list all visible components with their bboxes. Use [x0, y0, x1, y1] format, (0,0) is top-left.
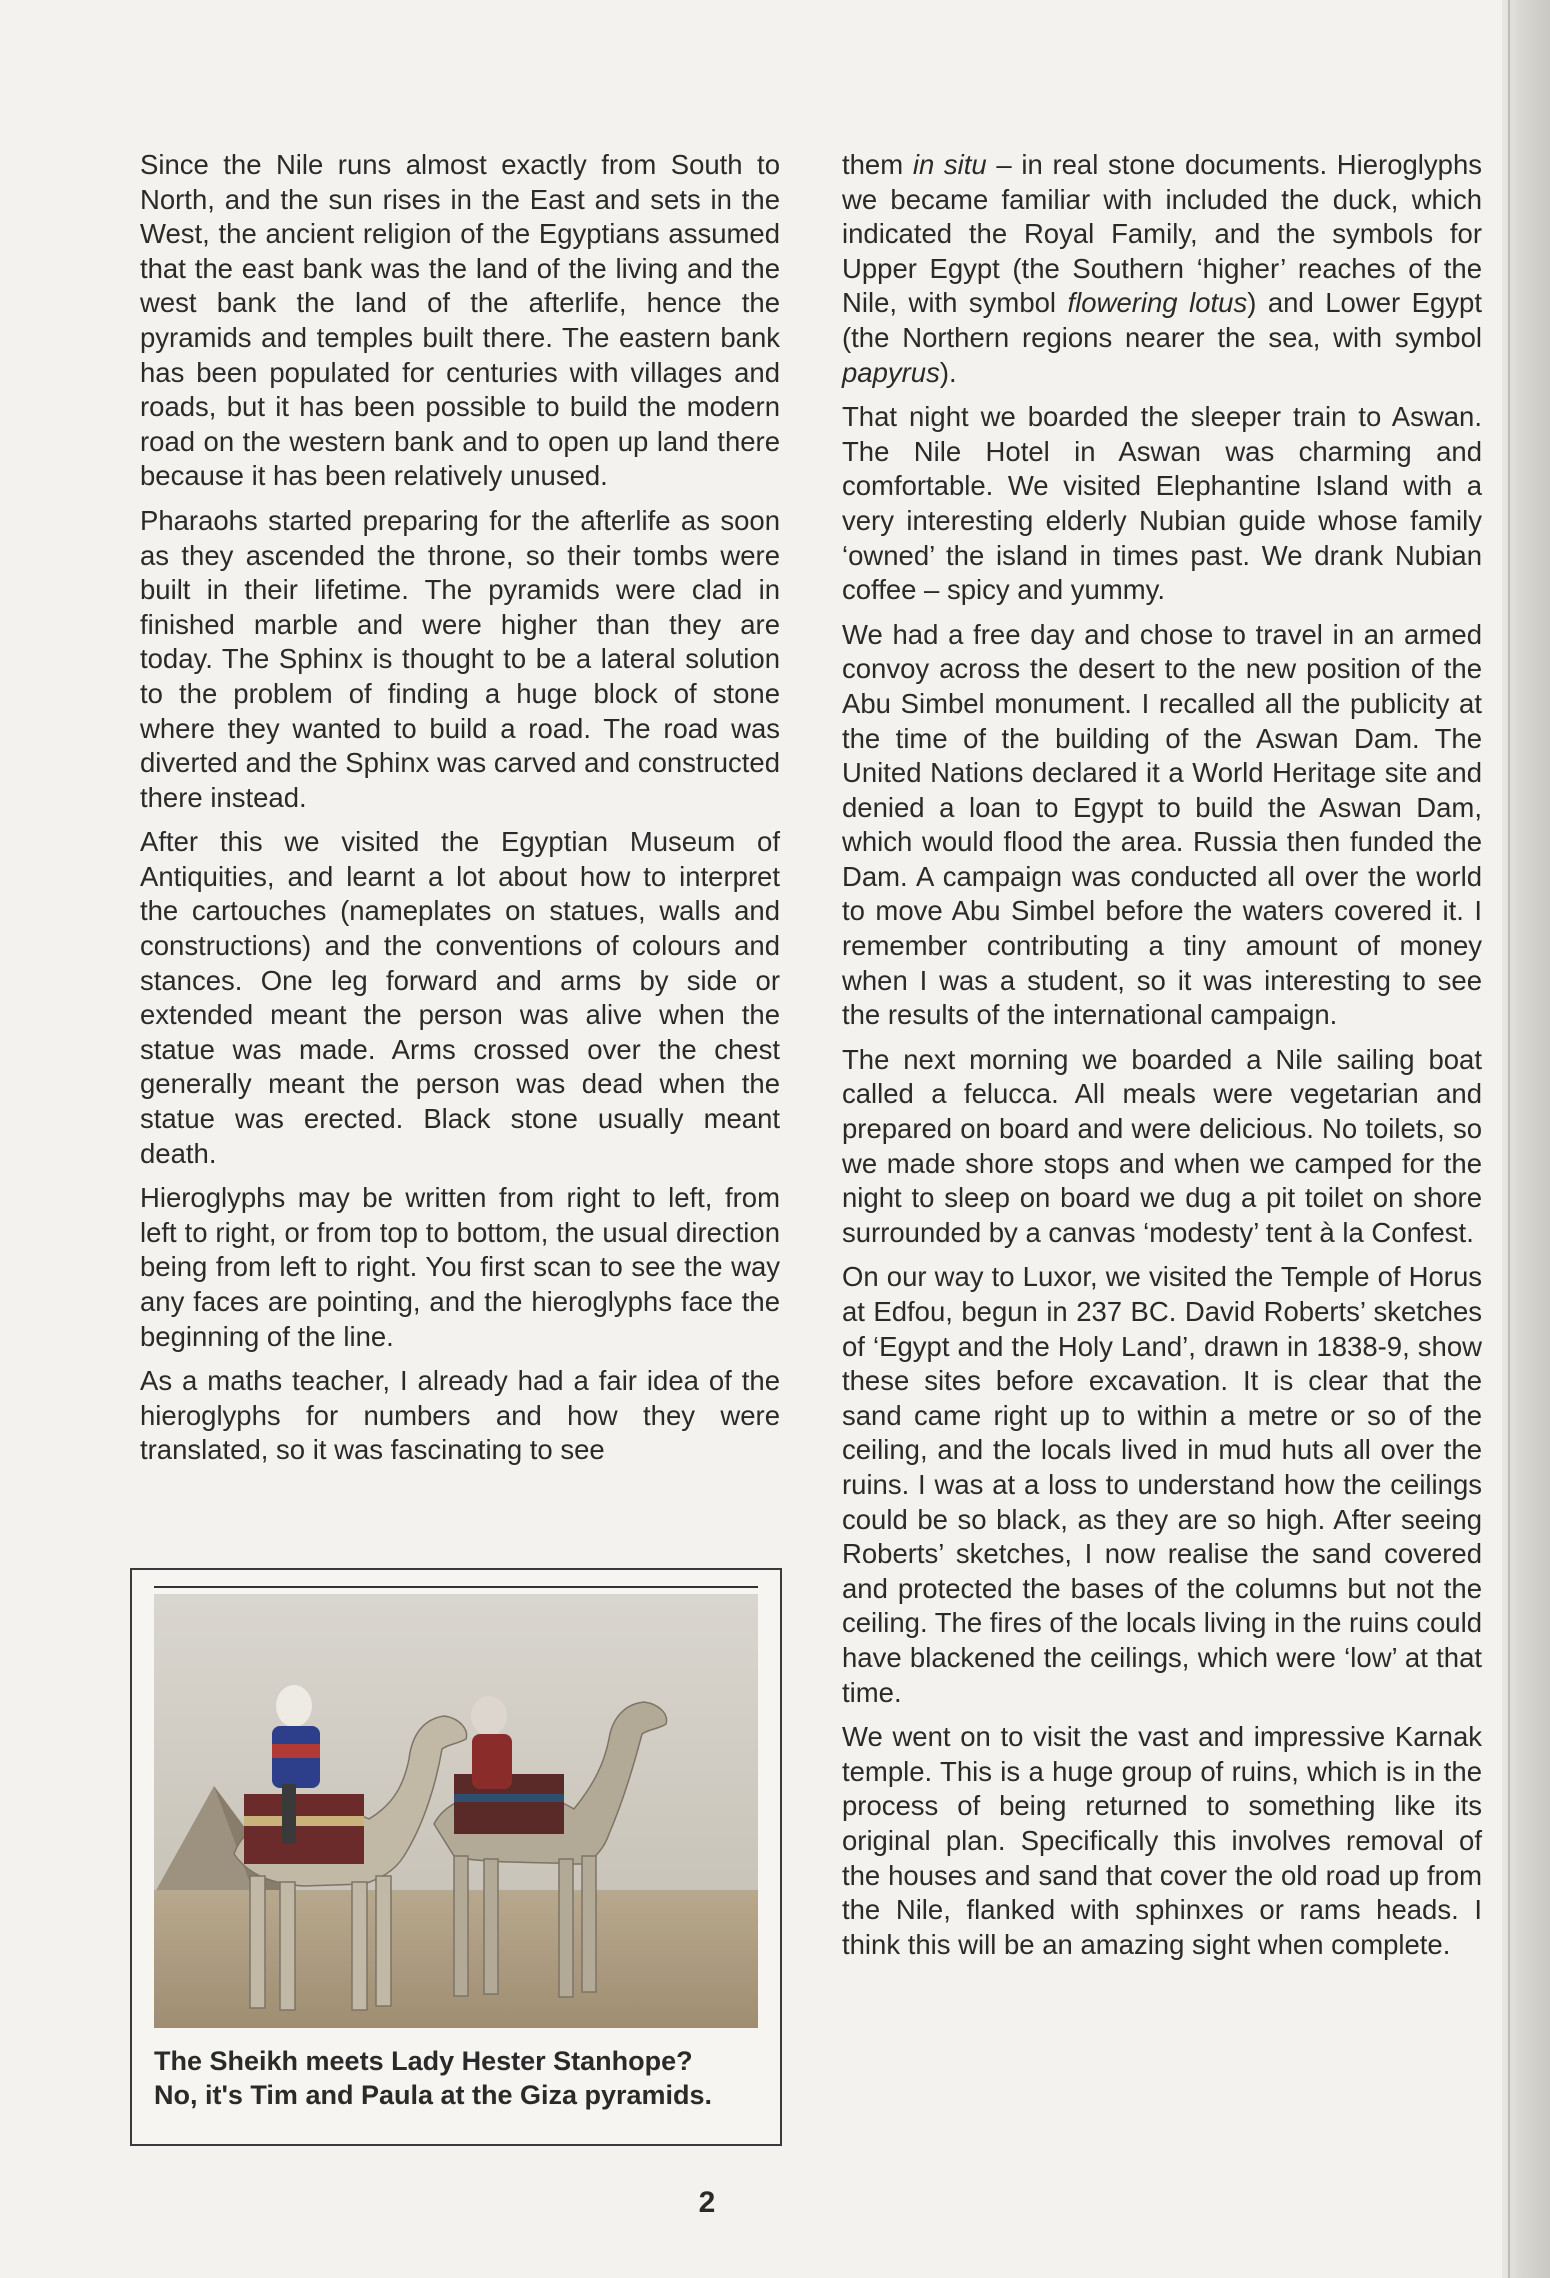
text-run: them — [842, 149, 913, 180]
paragraph: As a maths teacher, I already had a fair idea of the hieroglyphs for numbers and how they were translated, so it was fascinating to see — [140, 1365, 780, 1466]
right-column — [842, 148, 1482, 1972]
paragraph: We went on to visit the vast and impressive Karnak temple. This is a huge group of ruins, which is in the process of being returned to something like its original plan. Specifically this involves removal of the houses and sand that cover the old road up from the Nile, flanked with sphinxes or rams heads. I think this will be an amazing sight when complete. — [842, 1721, 1482, 1960]
camel-photo — [154, 1594, 758, 2028]
text-run: ) and Lower Egypt (the Northern regions nearer the sea, with symbol — [842, 287, 1482, 353]
italic-text: in situ — [912, 149, 987, 180]
photo-caption — [154, 2044, 764, 2112]
paragraph: That night we boarded the sleeper train to Aswan. The Nile Hotel in Aswan was charming and comfortable. We visited Elephantine Island with a very interesting elderly Nubian guide whose family ‘owned’ the island in times past. We drank Nubian coffee – spicy and yummy. — [842, 401, 1482, 606]
page-edge-line — [1508, 0, 1510, 2278]
paragraph: Since the Nile runs almost exactly from South to North, and the sun rises in the East and sets in the West, the ancient religion of the Egyptians assumed that the east bank was the land of the living and the west bank the land of the afterlife, hence the pyramids and temples built there. The eastern bank has been populated for centuries with villages and roads, but it has been possible to build the modern road on the western bank and to open up land there because it has been relatively unused. — [140, 149, 780, 492]
paragraph: On our way to Luxor, we visited the Temple of Horus at Edfou, begun in 237 BC. David Roberts’ sketches of ‘Egypt and the Holy Land’, drawn in 1838-9, show these sites before excavation. It is clear that the sand came right up to within a metre or so of the ceiling, and the locals lived in mud huts all over the ruins. I was at a loss to understand how the ceilings could be so black, as they are so high. After seeing Roberts’ sketches, I now realise the sand covered and protected the bases of the columns but not the ceiling. The fires of the locals living in the ruins could have blackened the ceilings, which were ‘low’ at that time. — [842, 1261, 1482, 1708]
photo-rule — [154, 1586, 758, 1588]
paragraph: After this we visited the Egyptian Museum of Antiquities, and learnt a lot about how to interpret the cartouches (nameplates on statues, walls and constructions) and the conventions of colours and stances. One leg forward and arms by side or extended meant the person was alive when the statue was made. Arms crossed over the chest generally meant the person was dead when the statue was erected. Black stone usually meant death. — [140, 826, 780, 1169]
camel-photo-illustration — [154, 1594, 758, 2028]
italic-text: flowering lotus — [1067, 287, 1248, 319]
italic-text: papyrus — [842, 356, 940, 388]
paragraph: The next morning we boarded a Nile sailing boat called a felucca. All meals were vegetarian and prepared on board and were delicious. No toilets, so we made shore stops and when we camped for the night to sleep on board we dug a pit toilet on shore surrounded by a canvas ‘modesty’ tent à la Confest. — [842, 1043, 1482, 1248]
photo-frame — [130, 1568, 782, 2146]
caption-line-2: No, it's Tim and Paula at the Giza pyramids. — [154, 2080, 713, 2110]
caption-line-1: The Sheikh meets Lady Hester Stanhope? — [154, 2046, 693, 2076]
paragraph: We had a free day and chose to travel in an armed convoy across the desert to the new position of the Abu Simbel monument. I recalled all the publicity at the time of the building of the Aswan Dam. The United Nations declared it a World Heritage site and denied a loan to Egypt to build the Aswan Dam, which would flood the area. Russia then funded the Dam. A campaign was conducted all over the world to move Abu Simbel before the waters covered it. I remember contributing a tiny amount of money when I was a student, so it was interesting to see the results of the international campaign. — [842, 618, 1482, 1031]
paragraph: Hieroglyphs may be written from right to left, from left to right, or from top to bottom, the usual direction being from left to right. You first scan to see the way any faces are pointing, and the hieroglyphs face the beginning of the line. — [140, 1182, 780, 1352]
text-run: ). — [939, 356, 957, 388]
left-column — [140, 148, 780, 1478]
text-run: – in real stone documents. Hieroglyphs we became familiar with included the duck, which indicated the Royal Family, and the symbols for Upper Egypt (the Southern ‘higher’ reaches of the Nile, with symbol — [842, 149, 1483, 319]
paragraph — [842, 148, 1482, 390]
paragraph: Pharaohs started preparing for the afterlife as soon as they ascended the throne, so their tombs were built in their lifetime. The pyramids were clad in finished marble and were higher than they are today. The Sphinx is thought to be a lateral solution to the problem of finding a huge block of stone where they wanted to build a road. The road was diverted and the Sphinx was carved and constructed there instead. — [140, 504, 780, 813]
page-number: 2 — [698, 2186, 716, 2219]
